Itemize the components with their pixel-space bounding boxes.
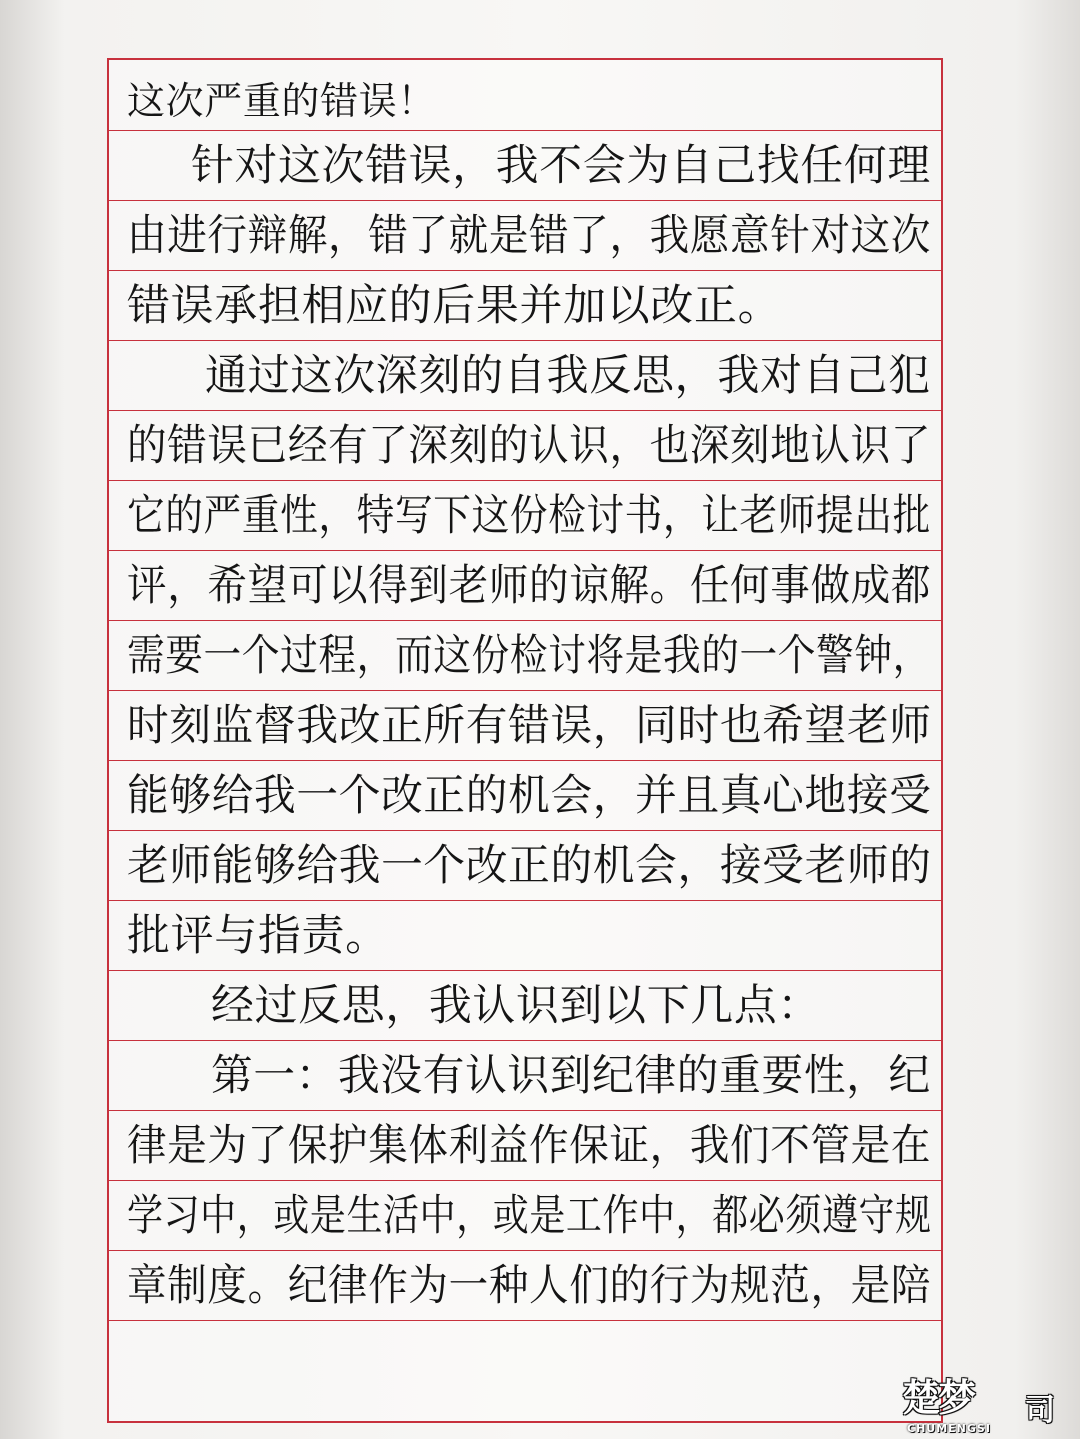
handwritten-text: 经过反思，我认识到以下几点： (211, 981, 821, 1031)
text-line-18 (109, 1251, 941, 1321)
text-line-9 (109, 621, 941, 691)
text-line-13 (109, 901, 941, 971)
text-line-6 (109, 411, 941, 481)
handwritten-text: 这次严重的错误！ (127, 79, 436, 123)
text-line-14 (109, 971, 941, 1041)
text-line-17 (109, 1181, 941, 1251)
text-line-11 (109, 761, 941, 831)
handwritten-text: 通过这次深刻的自我反思，我对自己犯 (205, 351, 931, 401)
text-line-16 (109, 1111, 941, 1181)
handwritten-text: 章制度。纪律作为一种人们的行为规范，是陪 (127, 1261, 932, 1311)
ruled-paper-frame (107, 58, 943, 1423)
watermark-main-text: 楚梦 (902, 1376, 975, 1420)
handwritten-text: 由进行辩解，错了就是错了，我愿意针对这次 (127, 211, 932, 261)
watermark-subtext: CHUMENGSI (907, 1422, 991, 1435)
handwritten-text: 第一：我没有认识到纪律的重要性，纪 (211, 1051, 931, 1101)
handwritten-text: 需要一个过程，而这份检讨将是我的一个警钟， (127, 631, 931, 681)
handwritten-text: 批评与指责。 (127, 911, 389, 961)
watermark-logo (902, 1377, 1062, 1435)
text-line-3 (109, 201, 941, 271)
handwritten-text: 老师能够给我一个改正的机会，接受老师的 (127, 841, 932, 891)
text-line-15 (109, 1041, 941, 1111)
text-line-1 (109, 60, 941, 131)
handwritten-text: 律是为了保护集体利益作保证，我们不管是在 (127, 1121, 932, 1171)
handwritten-text: 的错误已经有了深刻的认识，也深刻地认识了 (127, 421, 932, 471)
handwritten-text: 时刻监督我改正所有错误，同时也希望老师 (127, 701, 932, 751)
handwritten-text: 评，希望可以得到老师的谅解。任何事做成都 (127, 561, 932, 611)
handwritten-text: 错误承担相应的后果并加以改正。 (127, 281, 782, 331)
handwritten-text: 能够给我一个改正的机会，并且真心地接受 (127, 771, 932, 821)
text-line-8 (109, 551, 941, 621)
handwritten-text: 它的严重性，特写下这份检讨书，让老师提出批 (127, 491, 931, 541)
handwritten-text: 针对这次错误，我不会为自己找任何理 (191, 141, 931, 191)
text-line-5 (109, 341, 941, 411)
text-line-4 (109, 271, 941, 341)
watermark-small-text: 司 (1025, 1393, 1055, 1428)
text-line-7 (109, 481, 941, 551)
text-line-12 (109, 831, 941, 901)
text-line-10 (109, 691, 941, 761)
text-line-2 (109, 131, 941, 201)
handwritten-text: 学习中，或是生活中，或是工作中，都必须遵守规 (127, 1191, 932, 1241)
